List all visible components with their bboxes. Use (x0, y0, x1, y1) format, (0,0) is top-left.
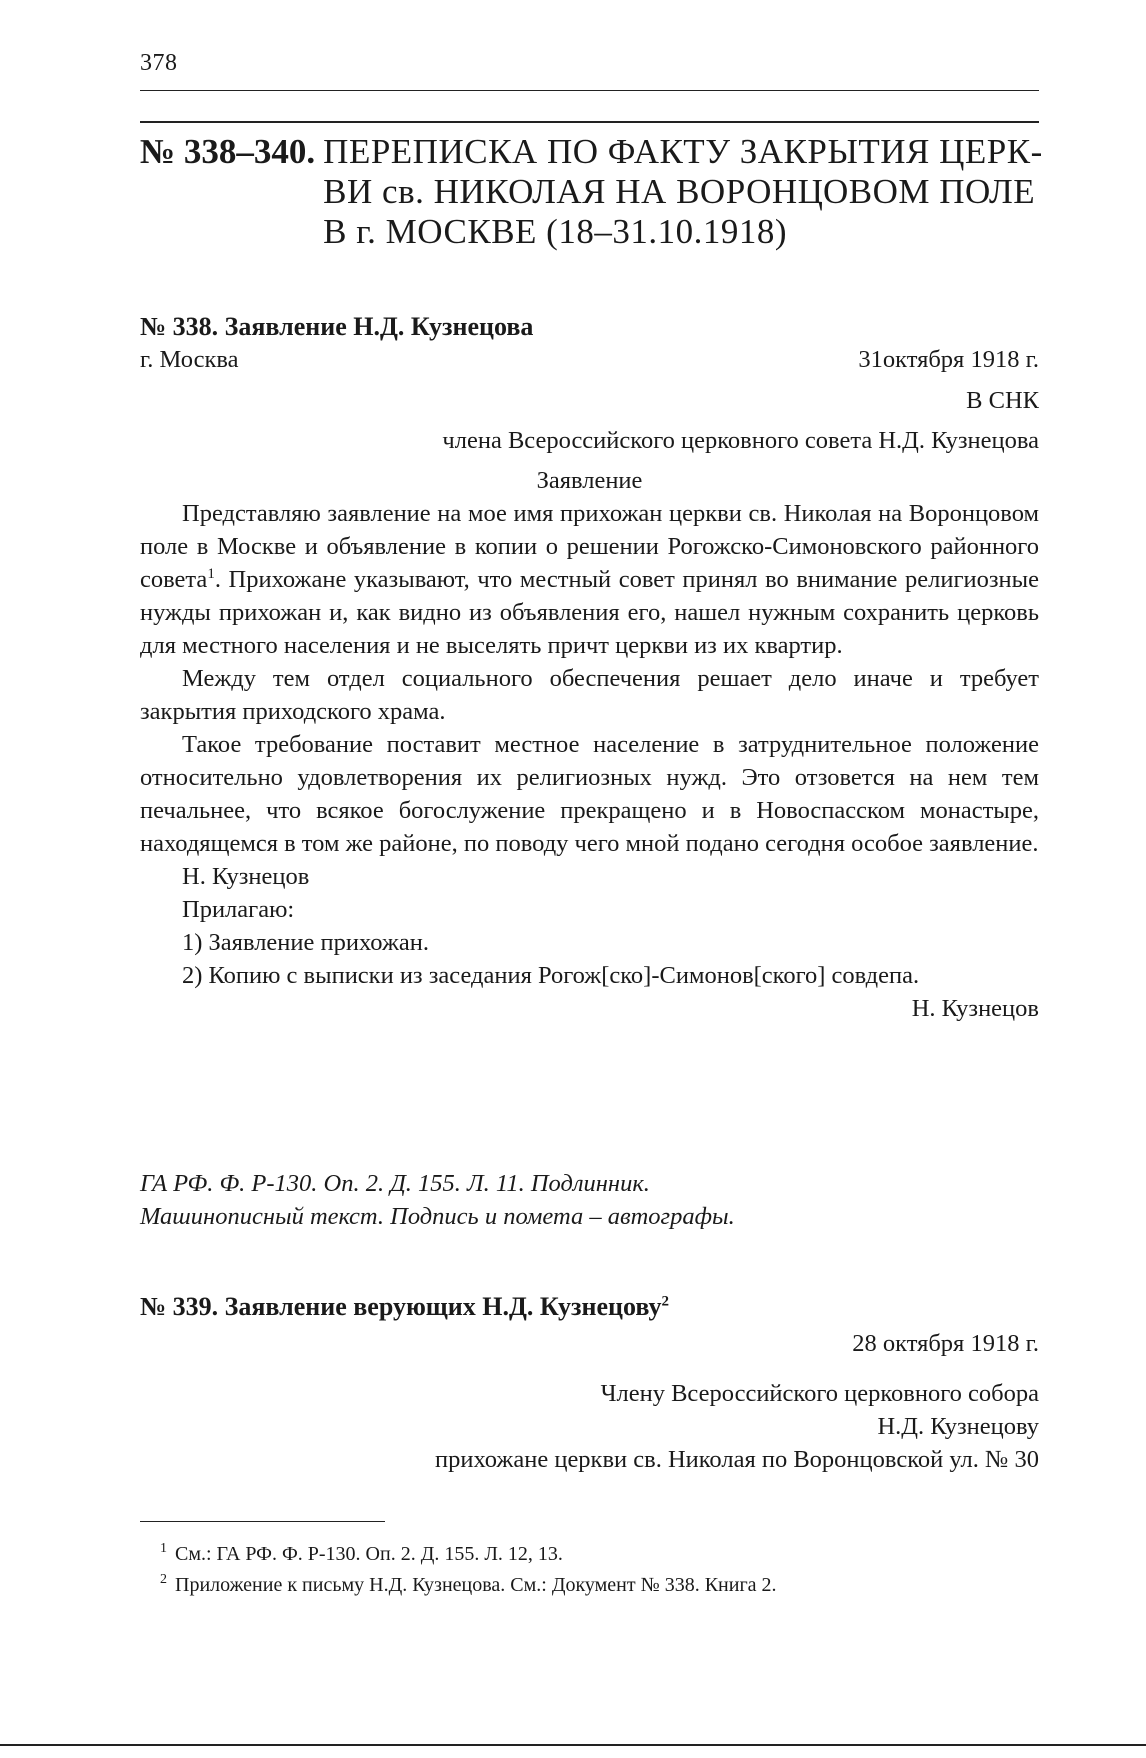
page-number: 378 (140, 50, 178, 76)
doc338-attach-label: Прилагаю: (182, 896, 295, 923)
title-rule (140, 121, 1039, 123)
doc339-addressee-2: Н.Д. Кузнецову (877, 1413, 1039, 1440)
doc338-sender: члена Всероссийского церковного совета Н.Д. Кузнецова (442, 427, 1039, 454)
doc338-attach-2: 2) Копию с выписки из заседания Рогож[ско]-Симонов[ского] совдепа. (182, 962, 920, 989)
page-bottom-edge (0, 1744, 1146, 1746)
doc338-paragraph-2: Между тем отдел социального обеспечения решает дело иначе и требует закрытия приходского храма. (140, 665, 1039, 725)
doc338-title: Заявление (536, 467, 643, 494)
footnote-ref-1: 1 (207, 565, 215, 582)
doc338-source-line-2: Машинописный текст. Подпись и помета – автографы. (140, 1203, 735, 1230)
footnote-rule (140, 1521, 385, 1522)
collection-title (140, 132, 1045, 252)
doc338-source (140, 1167, 1039, 1233)
doc338-heading: № 338. Заявление Н.Д. Кузнецова (140, 312, 534, 341)
doc338-inline-signature: Н. Кузнецов (182, 863, 310, 890)
doc339-date: 28 октября 1918 г. (852, 1330, 1039, 1357)
doc339-heading: № 339. Заявление верующих Н.Д. Кузнецову$^2$ (140, 1292, 670, 1321)
doc338-date: 31октября 1918 г. (858, 346, 1039, 373)
doc338 (140, 310, 1039, 1025)
doc339-addressee-1: Члену Всероссийского церковного собора (600, 1380, 1039, 1407)
footnote-2: $^2$ Приложение к письму Н.Д. Кузнецова. См.: Документ № 338. Книга 2. (160, 1572, 777, 1596)
doc338-paragraph-3: Такое требование поставит местное население в затруднительное положение относительно удовлетворения их религиозных нужд. Это отзовется на нем тем печальнее, что всякое богослужение прекращено и в Новоспасском монастыре, находящемся в том же районе, по поводу чего мной подано сегодня особое заявление. (140, 731, 1039, 857)
header-rule (140, 90, 1039, 91)
footnote-ref-2: 2 (661, 1293, 670, 1310)
doc338-source-line-1: ГА РФ. Ф. Р-130. Оп. 2. Д. 155. Л. 11. Подлинник. (140, 1170, 650, 1197)
doc339-sender: прихожане церкви св. Николая по Воронцовской ул. № 30 (434, 1446, 1039, 1473)
doc338-signature: Н. Кузнецов (911, 995, 1039, 1022)
doc338-place-date-row (140, 343, 1039, 376)
collection-title-text: ПЕРЕПИСКА ПО ФАКТУ ЗАКРЫТИЯ ЦЕРК- ВИ св. НИКОЛАЯ НА ВОРОНЦОВОМ ПОЛЕ В г. МОСКВЕ (18–31.10.1918) (323, 132, 1043, 251)
collection-number: № 338–340. (140, 132, 316, 171)
doc338-place: г. Москва (140, 346, 239, 373)
doc338-addressee: В СНК (966, 387, 1039, 414)
doc338-paragraph-1: Представляю заявление на мое имя прихожан церкви св. Николая на Воронцовом поле в Москве и объявление в копии о решении Рогожско-Симоновского районного совета$^1$. Прихожане указывают, что местный совет принял во внимание религиозные нужды прихожан и, как видно из объявления его, нашел нужным сохранить церковь для местного населения и не выселять причт церкви из их квартир. (140, 500, 1039, 659)
doc339 (140, 1290, 1039, 1476)
footnote-1: $^1$ См.: ГА РФ. Ф. Р-130. Оп. 2. Д. 155. Л. 12, 13. (160, 1541, 563, 1565)
doc338-attach-1: 1) Заявление прихожан. (182, 929, 429, 956)
